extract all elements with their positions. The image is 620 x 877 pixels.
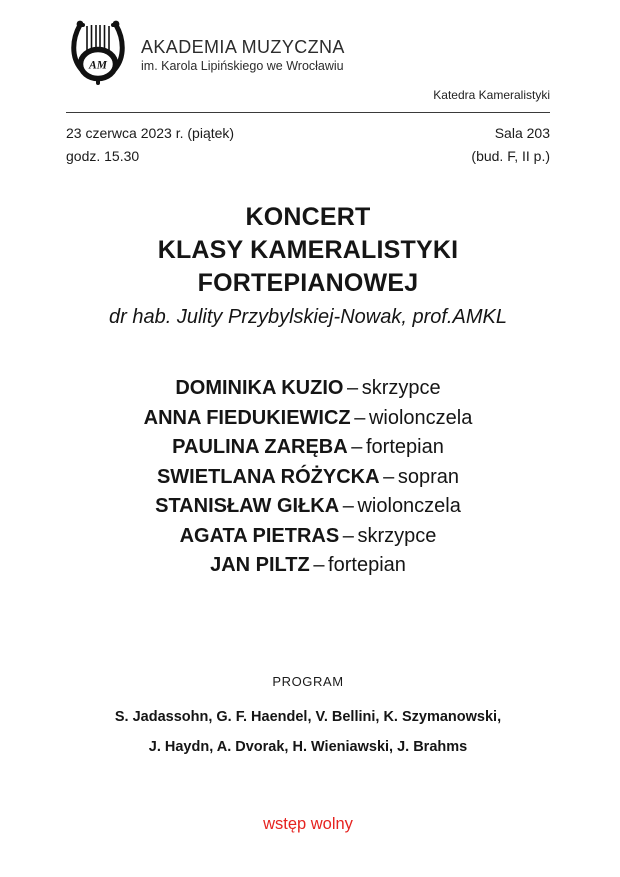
performer-instrument: skrzypce bbox=[357, 524, 437, 547]
program-heading: PROGRAM bbox=[272, 673, 344, 689]
performer-instrument: wiolonczela bbox=[368, 406, 473, 429]
program-section bbox=[66, 674, 550, 762]
program-composers-line-2: J. Haydn, A. Dvorak, H. Wieniawski, J. Brahms bbox=[148, 738, 468, 755]
performer-instrument: skrzypce bbox=[361, 377, 441, 399]
title-subtitle: dr hab. Julity Przybylskiej-Nowak, prof.AMKL bbox=[109, 306, 507, 328]
performer-name: STANISŁAW GIŁKA bbox=[155, 495, 340, 517]
performer-instrument: sopran bbox=[397, 465, 460, 488]
org-text-block bbox=[141, 30, 345, 74]
performer-instrument: fortepian bbox=[328, 554, 406, 576]
performer-name: JAN PILTZ bbox=[210, 554, 310, 576]
performer-row bbox=[66, 492, 550, 522]
performer-name: SWIETLANA RÓŻYCKA bbox=[156, 465, 380, 488]
dash-separator: – bbox=[342, 524, 354, 547]
event-datetime-block bbox=[66, 122, 234, 168]
performers-list bbox=[66, 374, 550, 581]
dash-separator: – bbox=[354, 406, 366, 429]
academy-logo bbox=[66, 19, 130, 85]
program-composers-line-1: S. Jadassohn, G. F. Haendel, V. Bellini, K. Szymanowski, bbox=[114, 708, 502, 725]
event-building: (bud. F, II p.) bbox=[471, 148, 550, 164]
performer-row bbox=[66, 522, 550, 552]
performer-row bbox=[66, 463, 550, 493]
performer-name: AGATA PIETRAS bbox=[179, 524, 340, 547]
am-monogram-text: AM bbox=[89, 59, 107, 72]
performer-name: ANNA FIEDUKIEWICZ bbox=[143, 406, 351, 429]
performer-row bbox=[66, 374, 550, 404]
performer-row bbox=[66, 433, 550, 463]
department-label: Katedra Kameralistyki bbox=[433, 88, 550, 102]
dash-separator: – bbox=[347, 377, 359, 399]
title-line-2: KLASY KAMERALISTYKI bbox=[157, 236, 459, 264]
performer-name: DOMINIKA KUZIO bbox=[175, 377, 344, 399]
performer-row bbox=[66, 404, 550, 434]
event-location-block bbox=[471, 122, 550, 168]
admission-note: wstęp wolny bbox=[263, 814, 353, 833]
title-block bbox=[66, 201, 550, 330]
dash-separator: – bbox=[313, 554, 325, 576]
dash-separator: – bbox=[342, 495, 354, 517]
performer-instrument: wiolonczela bbox=[357, 495, 461, 517]
performer-name: PAULINA ZARĘBA bbox=[172, 436, 348, 458]
title-line-3: FORTEPIANOWEJ bbox=[197, 269, 419, 297]
performer-instrument: fortepian bbox=[366, 436, 444, 458]
lyre-am-monogram-icon bbox=[66, 19, 130, 85]
title-line-1: KONCERT bbox=[245, 203, 371, 231]
event-room: Sala 203 bbox=[494, 125, 550, 141]
dash-separator: – bbox=[351, 436, 363, 458]
header-divider bbox=[66, 112, 550, 113]
event-time: godz. 15.30 bbox=[66, 148, 140, 164]
dash-separator: – bbox=[383, 465, 395, 488]
org-name: AKADEMIA MUZYCZNA bbox=[141, 37, 345, 57]
performer-row bbox=[66, 551, 550, 581]
header bbox=[66, 19, 550, 85]
event-date: 23 czerwca 2023 r. (piątek) bbox=[66, 125, 235, 141]
event-info-row bbox=[66, 122, 550, 168]
org-subtitle: im. Karola Lipińskiego we Wrocławiu bbox=[141, 59, 344, 73]
